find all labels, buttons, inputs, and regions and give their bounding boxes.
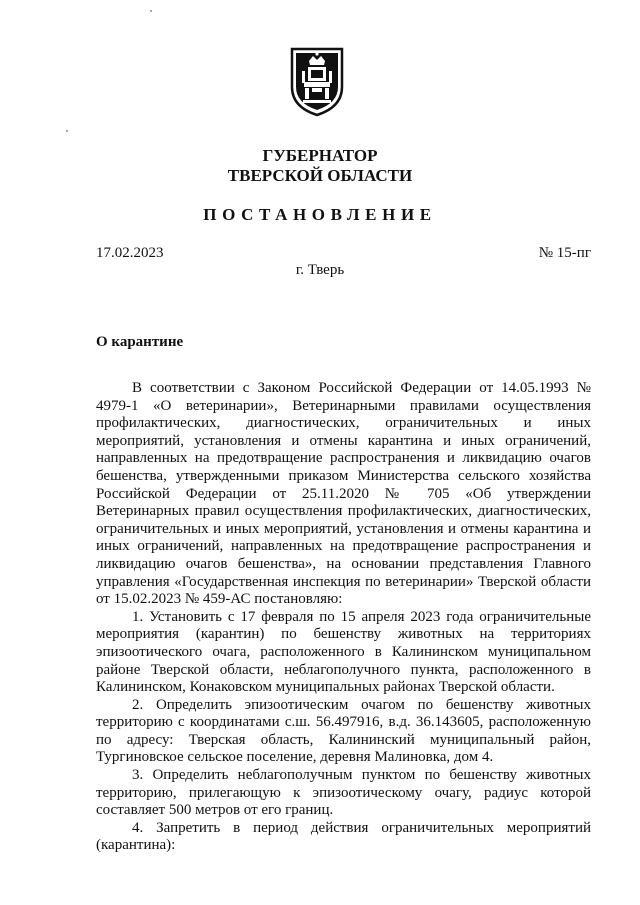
document-city: г. Тверь — [295, 262, 345, 278]
document-subject: О карантине — [96, 334, 184, 350]
scan-speck — [66, 130, 68, 132]
document-type-heading: ПОСТАНОВЛЕНИЕ — [203, 205, 437, 224]
issuer-title-line1: ГУБЕРНАТОР — [262, 146, 378, 165]
issuer-title-line2: ТВЕРСКОЙ ОБЛАСТИ — [227, 166, 413, 185]
clause-3-paragraph: 3. Определить неблагополучным пунктом по бешенству животных территорию, прилегающую к эпизоотическому очагу, радиус которой составляет 500 метров от его границ. — [96, 767, 591, 819]
clause-2-paragraph: 2. Определить эпизоотическим очагом по бешенству животных территорию с координатами с.ш. 56.497916, в.д. 36.143605, расположенную по адресу: Тверская область, Калининский муниципальный район, Тургиновское сельское поселение, деревня Малиновка, дом 4. — [96, 696, 591, 766]
clause-1-paragraph: 1. Установить с 17 февраля по 15 апреля 2023 года ограничительные мероприятия (карантин) по бешенству животных на территориях эпизоотического очага, расположенного в Калининском муниципальном районе Тверской области, неблагополучного пункта, расположенного в Калининском, Конаковском муниципальных районах Тверской области. — [96, 608, 591, 696]
document-body — [96, 380, 591, 855]
preamble-paragraph: В соответствии с Законом Российской Федерации от 14.05.1993 № 4979-1 «О ветеринарии», Ветеринарными правилами осуществления профилактических, диагностических, ограничительных и иных мероприятий, установления и отмены карантина и иных ограничений, направленных на предотвращение распространения и ликвидацию очагов бешенства, утвержденными приказом Министерства сельского хозяйства Российской Федерации от 25.11.2020 № 705 «Об утверждении Ветеринарных правил осуществления профилактических, диагностических, ограничительных и иных мероприятий, установления и отмены карантина и иных ограничений, направленных на предотвращение распространения и ликвидацию очагов бешенства», на основании представления Главного управления «Государственная инспекция по ветеринарии» Тверской области от 15.02.2023 № 459-АС постановляю: — [96, 380, 591, 608]
scan-speck — [150, 10, 152, 12]
document-date: 17.02.2023 — [96, 245, 164, 261]
document-number: № 15-пг — [538, 245, 591, 261]
clause-4-paragraph: 4. Запретить в период действия ограничительных мероприятий (карантина): — [96, 819, 591, 854]
coat-of-arms-emblem — [289, 43, 345, 117]
